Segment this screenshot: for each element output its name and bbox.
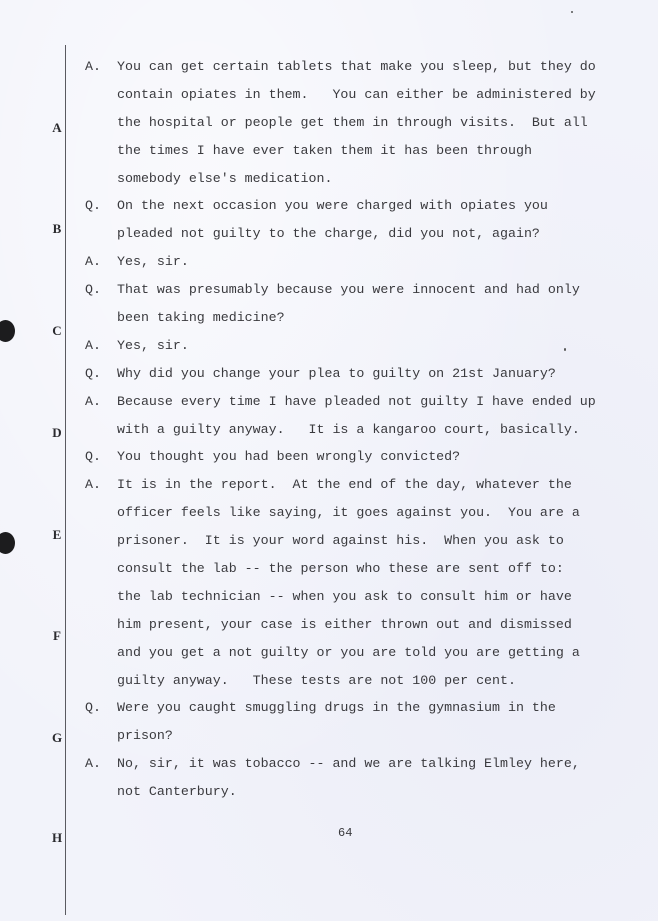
line-text: the times I have ever taken them it has been through bbox=[117, 142, 532, 158]
transcript-line bbox=[0, 360, 658, 388]
transcript-line bbox=[0, 388, 658, 416]
transcript-line bbox=[0, 276, 658, 304]
line-text: contain opiates in them. You can either be administered by bbox=[117, 86, 596, 102]
speaker-label: A. bbox=[85, 477, 101, 493]
transcript-line bbox=[0, 248, 658, 276]
line-text: pleaded not guilty to the charge, did you not, again? bbox=[117, 226, 540, 242]
line-text: with a guilty anyway. It is a kangaroo court, basically. bbox=[117, 421, 580, 437]
line-text: Yes, sir. bbox=[117, 254, 189, 270]
line-text: On the next occasion you were charged with opiates you bbox=[117, 198, 548, 214]
transcript-line bbox=[0, 555, 658, 583]
speaker-label: Q. bbox=[85, 365, 101, 381]
speaker-label: A. bbox=[85, 254, 101, 270]
speaker-label: Q. bbox=[85, 449, 101, 465]
line-text: somebody else's medication. bbox=[117, 170, 333, 186]
transcript-line bbox=[0, 109, 658, 137]
margin-letter-b: B bbox=[52, 221, 62, 236]
transcript-line bbox=[0, 137, 658, 165]
line-text: No, sir, it was tobacco -- and we are talking Elmley here, bbox=[117, 756, 580, 772]
margin-letter-d: D bbox=[52, 425, 62, 440]
line-text: That was presumably because you were innocent and had only bbox=[117, 282, 580, 298]
margin-letter-a: A bbox=[52, 120, 62, 135]
speaker-label: Q. bbox=[85, 700, 101, 716]
line-text: prisoner. It is your word against his. When you ask to bbox=[117, 533, 564, 549]
margin-letter-g: G bbox=[51, 730, 63, 745]
line-text: guilty anyway. These tests are not 100 per cent. bbox=[117, 672, 516, 688]
transcript-line bbox=[0, 471, 658, 499]
line-text: been taking medicine? bbox=[117, 310, 285, 326]
transcript-line bbox=[0, 220, 658, 248]
speaker-label: A. bbox=[85, 756, 101, 772]
transcript-line bbox=[0, 499, 658, 527]
line-text: Were you caught smuggling drugs in the gymnasium in the bbox=[117, 700, 556, 716]
line-text: not Canterbury. bbox=[117, 784, 237, 800]
transcript-line bbox=[0, 304, 658, 332]
line-text: Because every time I have pleaded not guilty I have ended up bbox=[117, 393, 596, 409]
line-text: prison? bbox=[117, 728, 173, 744]
line-text: the hospital or people get them in through visits. But all bbox=[117, 114, 588, 130]
transcript-line bbox=[0, 750, 658, 778]
line-text: Yes, sir. bbox=[117, 337, 189, 353]
speaker-label: A. bbox=[85, 59, 101, 74]
transcript-line bbox=[0, 165, 658, 193]
margin-letter-h: H bbox=[51, 830, 63, 845]
scan-speck bbox=[571, 11, 573, 13]
transcript-line bbox=[0, 81, 658, 109]
transcript-line bbox=[0, 443, 658, 471]
transcript-line bbox=[0, 416, 658, 444]
line-text: You can get certain tablets that make you sleep, but they do bbox=[117, 59, 596, 74]
line-text: the lab technician -- when you ask to consult him or have bbox=[117, 588, 572, 604]
transcript-line bbox=[0, 722, 658, 750]
line-text: You thought you had been wrongly convicted? bbox=[117, 449, 461, 465]
transcript-line bbox=[0, 583, 658, 611]
transcript-line bbox=[0, 778, 658, 806]
transcript-line bbox=[0, 639, 658, 667]
transcript-line bbox=[0, 53, 658, 81]
line-text: him present, your case is either thrown out and dismissed bbox=[117, 616, 572, 632]
transcript-line bbox=[0, 667, 658, 695]
page-number: 64 bbox=[338, 826, 353, 840]
margin-letter-f: F bbox=[53, 628, 61, 643]
speaker-label: A. bbox=[85, 337, 101, 353]
line-text: Why did you change your plea to guilty on 21st January? bbox=[117, 365, 556, 381]
transcript-line bbox=[0, 694, 658, 722]
transcript-body bbox=[0, 53, 658, 806]
line-text: It is in the report. At the end of the day, whatever the bbox=[117, 477, 572, 493]
transcript-line bbox=[0, 527, 658, 555]
margin-letter-e: E bbox=[52, 527, 62, 542]
speaker-label: Q. bbox=[85, 282, 101, 298]
speaker-label: Q. bbox=[85, 198, 101, 214]
line-text: consult the lab -- the person who these are sent off to: bbox=[117, 561, 564, 577]
speaker-label: A. bbox=[85, 393, 101, 409]
transcript-line bbox=[0, 611, 658, 639]
margin-letter-c: C bbox=[52, 323, 62, 338]
transcript-line bbox=[0, 332, 658, 360]
line-text: and you get a not guilty or you are told you are getting a bbox=[117, 644, 580, 660]
line-text: officer feels like saying, it goes against you. You are a bbox=[117, 505, 580, 521]
transcript-line bbox=[0, 192, 658, 220]
